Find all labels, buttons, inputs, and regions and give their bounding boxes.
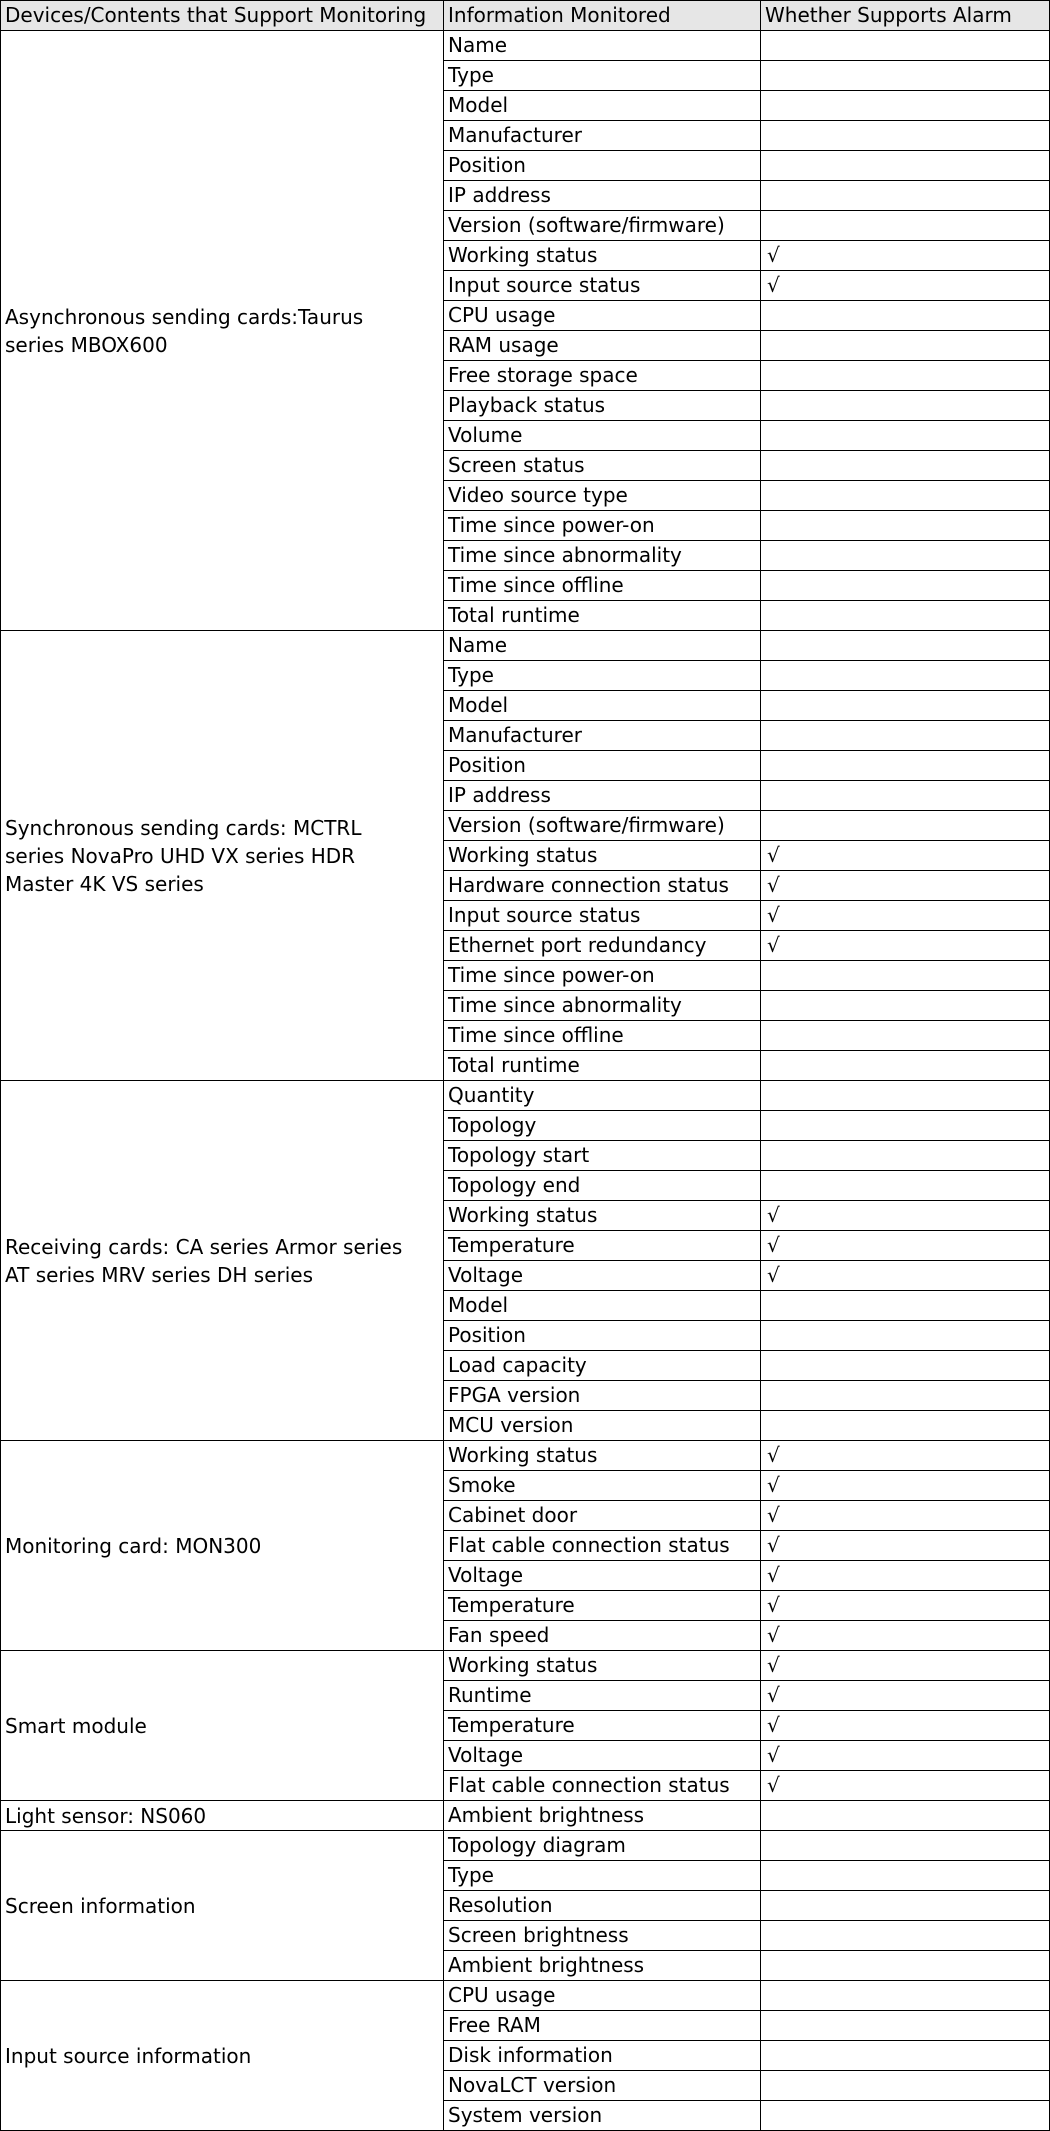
alarm-cell — [761, 1501, 1050, 1531]
info-cell: Free RAM — [444, 2011, 761, 2041]
alarm-cell — [761, 61, 1050, 91]
alarm-cell — [761, 1471, 1050, 1501]
alarm-cell — [761, 1861, 1050, 1891]
device-cell: Monitoring card: MON300 — [1, 1441, 444, 1651]
alarm-cell — [761, 1201, 1050, 1231]
info-cell: Position — [444, 1321, 761, 1351]
alarm-cell — [761, 601, 1050, 631]
alarm-cell — [761, 811, 1050, 841]
alarm-cell — [761, 1231, 1050, 1261]
info-cell: Working status — [444, 1651, 761, 1681]
alarm-cell — [761, 1351, 1050, 1381]
table-row — [1, 31, 1050, 61]
alarm-cell — [761, 1321, 1050, 1351]
alarm-cell — [761, 721, 1050, 751]
alarm-cell — [761, 1441, 1050, 1471]
check-mark-icon: √ — [767, 1623, 780, 1647]
alarm-cell — [761, 1981, 1050, 2011]
info-cell: Total runtime — [444, 601, 761, 631]
info-cell: CPU usage — [444, 301, 761, 331]
check-mark-icon: √ — [767, 1773, 780, 1797]
info-cell: Topology diagram — [444, 1831, 761, 1861]
info-cell: IP address — [444, 181, 761, 211]
alarm-cell — [761, 511, 1050, 541]
alarm-cell — [761, 571, 1050, 601]
alarm-cell — [761, 1261, 1050, 1291]
info-cell: Smoke — [444, 1471, 761, 1501]
info-cell: Name — [444, 31, 761, 61]
info-cell: Resolution — [444, 1891, 761, 1921]
info-cell: Ethernet port redundancy — [444, 931, 761, 961]
info-cell: Model — [444, 1291, 761, 1321]
info-cell: Runtime — [444, 1681, 761, 1711]
info-cell: NovaLCT version — [444, 2071, 761, 2101]
info-cell: Type — [444, 1861, 761, 1891]
info-cell: Load capacity — [444, 1351, 761, 1381]
check-mark-icon: √ — [767, 243, 780, 267]
table-row — [1, 1801, 1050, 1831]
info-cell: Time since power-on — [444, 511, 761, 541]
alarm-cell — [761, 1681, 1050, 1711]
info-cell: MCU version — [444, 1411, 761, 1441]
check-mark-icon: √ — [767, 903, 780, 927]
table-row — [1, 1081, 1050, 1111]
alarm-cell — [761, 1021, 1050, 1051]
device-cell: Smart module — [1, 1651, 444, 1801]
alarm-cell — [761, 781, 1050, 811]
info-cell: Type — [444, 661, 761, 691]
info-cell: Video source type — [444, 481, 761, 511]
alarm-cell — [761, 1621, 1050, 1651]
alarm-cell — [761, 91, 1050, 121]
info-cell: Flat cable connection status — [444, 1531, 761, 1561]
alarm-cell — [761, 121, 1050, 151]
info-cell: Manufacturer — [444, 121, 761, 151]
alarm-cell — [761, 871, 1050, 901]
device-cell: Input source information — [1, 1981, 444, 2131]
device-cell: Synchronous sending cards: MCTRL series NovaPro UHD VX series HDR Master 4K VS series — [1, 631, 444, 1081]
alarm-cell — [761, 961, 1050, 991]
alarm-cell — [761, 1171, 1050, 1201]
info-cell: Version (software/firmware) — [444, 811, 761, 841]
alarm-cell — [761, 1831, 1050, 1861]
header-row — [1, 1, 1050, 31]
info-cell: Type — [444, 61, 761, 91]
alarm-cell — [761, 241, 1050, 271]
check-mark-icon: √ — [767, 1443, 780, 1467]
alarm-cell — [761, 1951, 1050, 1981]
alarm-cell — [761, 1591, 1050, 1621]
check-mark-icon: √ — [767, 273, 780, 297]
info-cell: Manufacturer — [444, 721, 761, 751]
alarm-cell — [761, 661, 1050, 691]
check-mark-icon: √ — [767, 873, 780, 897]
info-cell: Flat cable connection status — [444, 1771, 761, 1801]
info-cell: Topology — [444, 1111, 761, 1141]
check-mark-icon: √ — [767, 1743, 780, 1767]
info-cell: Total runtime — [444, 1051, 761, 1081]
info-cell: Model — [444, 91, 761, 121]
info-cell: Topology start — [444, 1141, 761, 1171]
check-mark-icon: √ — [767, 1563, 780, 1587]
alarm-cell — [761, 421, 1050, 451]
info-cell: RAM usage — [444, 331, 761, 361]
alarm-cell — [761, 691, 1050, 721]
info-cell: Time since offline — [444, 1021, 761, 1051]
info-cell: Working status — [444, 241, 761, 271]
alarm-cell — [761, 451, 1050, 481]
info-cell: Version (software/firmware) — [444, 211, 761, 241]
info-cell: Screen status — [444, 451, 761, 481]
alarm-cell — [761, 2041, 1050, 2071]
alarm-cell — [761, 181, 1050, 211]
table-row — [1, 1981, 1050, 2011]
alarm-cell — [761, 931, 1050, 961]
check-mark-icon: √ — [767, 1503, 780, 1527]
header-devices: Devices/Contents that Support Monitoring — [1, 1, 444, 31]
info-cell: Temperature — [444, 1591, 761, 1621]
check-mark-icon: √ — [767, 1683, 780, 1707]
alarm-cell — [761, 1381, 1050, 1411]
info-cell: Working status — [444, 1441, 761, 1471]
alarm-cell — [761, 2071, 1050, 2101]
alarm-cell — [761, 901, 1050, 931]
alarm-cell — [761, 1801, 1050, 1831]
info-cell: Ambient brightness — [444, 1801, 761, 1831]
info-cell: Quantity — [444, 1081, 761, 1111]
check-mark-icon: √ — [767, 1653, 780, 1677]
check-mark-icon: √ — [767, 1473, 780, 1497]
info-cell: Disk information — [444, 2041, 761, 2071]
alarm-cell — [761, 541, 1050, 571]
alarm-cell — [761, 1891, 1050, 1921]
info-cell: Ambient brightness — [444, 1951, 761, 1981]
check-mark-icon: √ — [767, 843, 780, 867]
alarm-cell — [761, 1111, 1050, 1141]
alarm-cell — [761, 1411, 1050, 1441]
info-cell: Input source status — [444, 271, 761, 301]
check-mark-icon: √ — [767, 1233, 780, 1257]
check-mark-icon: √ — [767, 1713, 780, 1737]
alarm-cell — [761, 1711, 1050, 1741]
check-mark-icon: √ — [767, 1203, 780, 1227]
table-header — [1, 1, 1050, 31]
info-cell: Hardware connection status — [444, 871, 761, 901]
info-cell: Playback status — [444, 391, 761, 421]
alarm-cell — [761, 1531, 1050, 1561]
alarm-cell — [761, 391, 1050, 421]
info-cell: Position — [444, 151, 761, 181]
table-row — [1, 1441, 1050, 1471]
check-mark-icon: √ — [767, 933, 780, 957]
info-cell: Position — [444, 751, 761, 781]
alarm-cell — [761, 1291, 1050, 1321]
device-cell: Screen information — [1, 1831, 444, 1981]
alarm-cell — [761, 151, 1050, 181]
alarm-cell — [761, 271, 1050, 301]
info-cell: Working status — [444, 1201, 761, 1231]
info-cell: Voltage — [444, 1261, 761, 1291]
table-body — [1, 31, 1050, 2131]
device-cell: Receiving cards: CA series Armor series AT series MRV series DH series — [1, 1081, 444, 1441]
info-cell: Fan speed — [444, 1621, 761, 1651]
alarm-cell — [761, 211, 1050, 241]
alarm-cell — [761, 361, 1050, 391]
alarm-cell — [761, 1771, 1050, 1801]
alarm-cell — [761, 751, 1050, 781]
table-row — [1, 1831, 1050, 1861]
check-mark-icon: √ — [767, 1263, 780, 1287]
info-cell: Topology end — [444, 1171, 761, 1201]
table-row — [1, 1651, 1050, 1681]
info-cell: Free storage space — [444, 361, 761, 391]
alarm-cell — [761, 631, 1050, 661]
alarm-cell — [761, 2101, 1050, 2131]
alarm-cell — [761, 31, 1050, 61]
info-cell: Temperature — [444, 1231, 761, 1261]
info-cell: IP address — [444, 781, 761, 811]
info-cell: Voltage — [444, 1561, 761, 1591]
info-cell: Time since abnormality — [444, 991, 761, 1021]
alarm-cell — [761, 1081, 1050, 1111]
check-mark-icon: √ — [767, 1593, 780, 1617]
alarm-cell — [761, 1051, 1050, 1081]
alarm-cell — [761, 331, 1050, 361]
info-cell: Temperature — [444, 1711, 761, 1741]
alarm-cell — [761, 301, 1050, 331]
info-cell: System version — [444, 2101, 761, 2131]
check-mark-icon: √ — [767, 1533, 780, 1557]
alarm-cell — [761, 1921, 1050, 1951]
info-cell: Screen brightness — [444, 1921, 761, 1951]
info-cell: Volume — [444, 421, 761, 451]
info-cell: Time since power-on — [444, 961, 761, 991]
device-cell: Light sensor: NS060 — [1, 1801, 444, 1831]
header-information: Information Monitored — [444, 1, 761, 31]
alarm-cell — [761, 481, 1050, 511]
info-cell: Model — [444, 691, 761, 721]
alarm-cell — [761, 1141, 1050, 1171]
info-cell: Name — [444, 631, 761, 661]
info-cell: Time since abnormality — [444, 541, 761, 571]
alarm-cell — [761, 841, 1050, 871]
table-row — [1, 631, 1050, 661]
info-cell: Cabinet door — [444, 1501, 761, 1531]
info-cell: FPGA version — [444, 1381, 761, 1411]
info-cell: Working status — [444, 841, 761, 871]
info-cell: CPU usage — [444, 1981, 761, 2011]
header-alarm: Whether Supports Alarm — [761, 1, 1050, 31]
alarm-cell — [761, 1741, 1050, 1771]
info-cell: Time since offline — [444, 571, 761, 601]
device-cell: Asynchronous sending cards:Taurus series MBOX600 — [1, 31, 444, 631]
alarm-cell — [761, 991, 1050, 1021]
info-cell: Voltage — [444, 1741, 761, 1771]
alarm-cell — [761, 1651, 1050, 1681]
alarm-cell — [761, 1561, 1050, 1591]
alarm-cell — [761, 2011, 1050, 2041]
info-cell: Input source status — [444, 901, 761, 931]
